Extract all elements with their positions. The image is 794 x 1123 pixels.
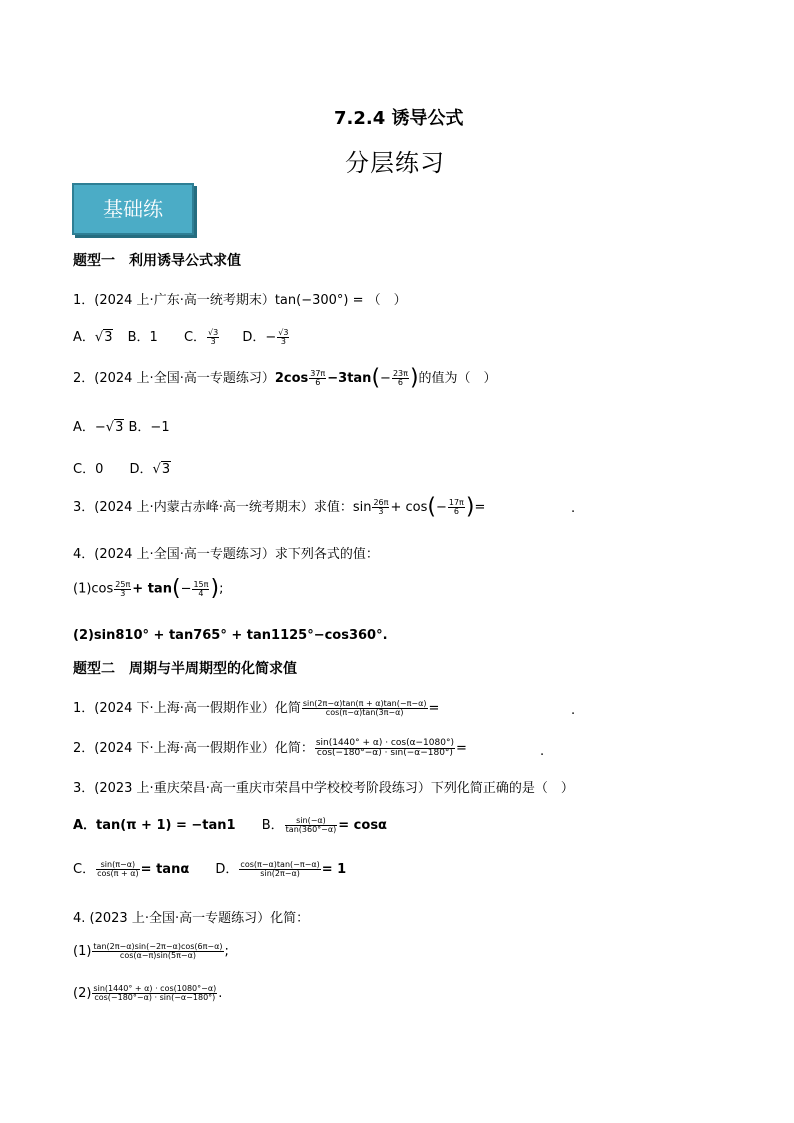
question-2-2-end: . <box>540 744 545 759</box>
question-2-3-options-cd: C． $\frac{\sin(\pi-\alpha)}{\cos(\pi + \alpha)}$ = tanα D． $\frac{\cos(\pi-\alpha)\tan(-\pi-\alpha)}{\sin(2\pi-\alpha)}$ = 1 <box>73 860 347 878</box>
page-title: 7.2.4 诱导公式 <box>334 108 464 129</box>
question-1-4-part2: (2)sin810° + tan765° + tan1125°−cos360°. <box>73 628 388 643</box>
question-2-4-part1: (1) $\frac{\tan(2\pi-\alpha)\sin(-2\pi-\alpha)\cos(6\pi-\alpha)}{\cos(\alpha-\pi)\sin(5\pi-\alpha)}$ ; <box>73 942 229 960</box>
section-heading-2: 题型二 周期与半周期型的化简求值 <box>73 661 297 677</box>
question-1-2: 2．(2024 上·全国·高一专题练习）2cos $\frac{37\pi}{6}$ −3tan(− $\frac{23\pi}{6}$ )的值为（ ） <box>73 365 497 391</box>
level-badge-label: 基础练 <box>103 197 163 221</box>
question-2-1-end: . <box>571 703 576 718</box>
level-badge <box>72 183 194 235</box>
question-2-4-part2: (2) $\frac{\sin(1440^\circ + \alpha) \cdot \cos(1080^\circ-\alpha)}{\cos(-180^\circ-\alpha) \cdot \sin(-\alpha-180^\circ)}$ . <box>73 984 223 1002</box>
question-2-4: 4. (2023 上·全国·高一专题练习）化简： <box>73 911 310 926</box>
question-1-3: 3．(2024 上·内蒙古赤峰·高一统考期末）求值：sin $\frac{26\pi}{3}$ + cos(− $\frac{17\pi}{6}$ )= <box>73 494 486 520</box>
question-1-1: 1．(2024 上·广东·高一统考期末）tan(−300°) = （ ） <box>73 293 407 308</box>
question-1-1-options: A．√3 B．1 C． $\frac{√3}{3}$ D．− $\frac{√3}{3}$ <box>73 328 289 346</box>
question-2-3: 3．(2023 上·重庆荣昌·高一重庆市荣昌中学校校考阶段练习）下列化简正确的是（ ） <box>73 781 574 796</box>
section-heading-1: 题型一 利用诱导公式求值 <box>73 253 241 269</box>
question-1-2-options-ab: A．−√3 B．−1 <box>73 420 170 435</box>
question-2-2: 2．(2024 下·上海·高一假期作业）化简： $\frac{\sin(1440^\circ + \alpha) \cdot \cos(\alpha-1080^\circ)}{\cos(-180^\circ-\alpha) \cdot \sin(-\alpha-180^\circ)}$ = <box>73 738 467 758</box>
question-1-4-part1: (1)cos $\frac{25\pi}{3}$ + tan(− $\frac{15\pi}{4}$ ); <box>73 576 224 601</box>
question-1-3-end: . <box>571 501 576 516</box>
question-1-2-options-cd: C．0 D．√3 <box>73 462 171 477</box>
page-subtitle: 分层练习 <box>345 149 445 177</box>
question-2-1: 1．(2024 下·上海·高一假期作业）化简 $\frac{\sin(2\pi-\alpha)\tan(\pi + \alpha)\tan(-\pi-\alpha)}{\cos(\pi-\alpha)\tan(3\pi-\alpha)}$ = <box>73 699 440 717</box>
question-1-4: 4．(2024 上·全国·高一专题练习）求下列各式的值： <box>73 547 379 562</box>
question-2-3-options-ab: A．tan(π + 1) = −tan1 B． $\frac{\sin(-\alpha)}{\tan(360^\circ-\alpha)}$ = cosα <box>73 816 387 834</box>
